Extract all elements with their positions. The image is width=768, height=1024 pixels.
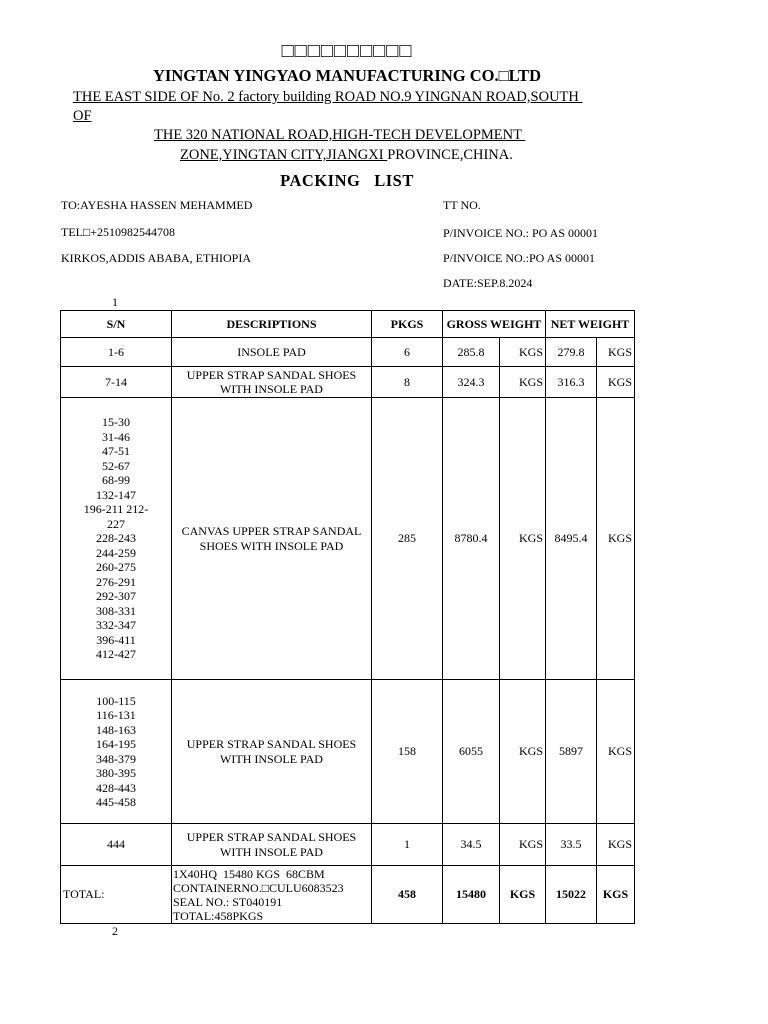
- total-net-unit: KGS: [597, 866, 635, 924]
- consignee-to: TO:AYESHA HASSEN MEHAMMED: [61, 198, 253, 212]
- total-net-weight: 15022: [546, 866, 597, 924]
- row-pkgs: 158: [372, 680, 443, 824]
- row-sn: [61, 680, 172, 824]
- sn-range: 444: [107, 837, 125, 852]
- row-gross-weight: 324.3: [443, 367, 500, 398]
- packing-list-table: [60, 310, 635, 924]
- sn-range: 148-163: [96, 722, 136, 737]
- page-mark-bottom: 2: [112, 924, 118, 938]
- row-net-weight: 279.8: [546, 338, 597, 367]
- address-line-3: [180, 147, 513, 164]
- total-pkgs: 458: [372, 866, 443, 924]
- sn-range: 31-46: [102, 429, 130, 444]
- table-total-row: [61, 866, 635, 924]
- total-detail-line: CONTAINERNO.□CULU6083523: [173, 880, 344, 895]
- row-net-unit: KGS: [597, 338, 635, 367]
- row-sn: [61, 338, 172, 367]
- row-gross-unit: KGS: [500, 824, 546, 866]
- row-sn: [61, 398, 172, 680]
- sn-range: 428-443: [96, 780, 136, 795]
- sn-range: 292-307: [96, 589, 136, 604]
- row-net-unit: KGS: [597, 367, 635, 398]
- total-label: TOTAL:: [61, 866, 172, 924]
- proforma-invoice-1: P/INVOICE NO.: PO AS 00001: [443, 226, 599, 240]
- sn-range: 68-99: [102, 473, 130, 488]
- sn-range: 100-115: [96, 693, 136, 708]
- sn-range: 52-67: [102, 458, 130, 473]
- table-row: [61, 398, 635, 680]
- sn-range: 276-291: [96, 574, 136, 589]
- sn-range: 227: [107, 516, 125, 531]
- sn-range: 412-427: [96, 647, 136, 662]
- row-net-unit: KGS: [597, 398, 635, 680]
- sn-range: 396-411: [96, 632, 136, 647]
- address-line-3-rest: PROVINCE,CHINA.: [387, 147, 513, 163]
- consignee-address: KIRKOS,ADDIS ABABA, ETHIOPIA: [61, 251, 252, 265]
- row-gross-unit: KGS: [500, 398, 546, 680]
- total-detail-line: TOTAL:458PKGS: [173, 908, 264, 923]
- total-gross-unit: KGS: [500, 866, 546, 924]
- row-net-unit: KGS: [597, 680, 635, 824]
- row-gross-weight: 34.5: [443, 824, 500, 866]
- row-description: UPPER STRAP SANDAL SHOES WITH INSOLE PAD: [172, 680, 372, 824]
- row-pkgs: 8: [372, 367, 443, 398]
- sn-range: 1-6: [108, 344, 124, 359]
- sn-range: 116-131: [96, 708, 136, 722]
- sn-range: 445-458: [96, 795, 136, 809]
- row-sn: [61, 824, 172, 866]
- table-row: [61, 824, 635, 866]
- row-pkgs: 1: [372, 824, 443, 866]
- row-pkgs: 285: [372, 398, 443, 680]
- row-description: UPPER STRAP SANDAL SHOES WITH INSOLE PAD: [172, 824, 372, 866]
- page-mark-top: 1: [112, 295, 118, 309]
- row-gross-weight: 8780.4: [443, 398, 500, 680]
- proforma-invoice-2: P/INVOICE NO.:PO AS 00001: [443, 251, 596, 265]
- sn-range: 132-147: [96, 487, 136, 502]
- sn-range: 348-379: [96, 751, 136, 766]
- row-description: CANVAS UPPER STRAP SANDAL SHOES WITH INSOLE PAD: [172, 398, 372, 680]
- total-shipment-details: [172, 866, 372, 924]
- table-row: [61, 338, 635, 367]
- header-gross-weight: GROSS WEIGHT: [443, 311, 546, 338]
- sn-range: 228-243: [96, 531, 136, 546]
- address-line-2: THE 320 NATIONAL ROAD,HIGH-TECH DEVELOPMENT: [154, 127, 526, 143]
- row-net-weight: 8495.4: [546, 398, 597, 680]
- table-row: [61, 680, 635, 824]
- row-gross-weight: 285.8: [443, 338, 500, 367]
- total-detail-line: 1X40HQ 15480 KGS 68CBM: [173, 866, 325, 881]
- invoice-date: DATE:SEP.8.2024: [443, 276, 533, 290]
- sn-range: 196-211 212-: [83, 502, 149, 517]
- sn-range: 332-347: [96, 618, 136, 633]
- row-net-weight: 316.3: [546, 367, 597, 398]
- row-gross-weight: 6055: [443, 680, 500, 824]
- row-net-unit: KGS: [597, 824, 635, 866]
- sn-range: 244-259: [96, 545, 136, 560]
- address-line-1b: OF: [73, 108, 92, 124]
- header-sn: S/N: [61, 311, 172, 338]
- address-line-3-underlined: ZONE,YINGTAN CITY,JIANGXI: [180, 147, 388, 163]
- table-row: [61, 367, 635, 398]
- table-header-row: [61, 311, 635, 338]
- total-detail-line: SEAL NO.: ST040191: [173, 894, 283, 909]
- row-description: UPPER STRAP SANDAL SHOES WITH INSOLE PAD: [172, 367, 372, 398]
- company-chinese-name: □□□□□□□□□□: [281, 40, 413, 62]
- row-gross-unit: KGS: [500, 367, 546, 398]
- header-descriptions: DESCRIPTIONS: [172, 311, 372, 338]
- address-line-1: THE EAST SIDE OF No. 2 factory building ROAD NO.9 YINGNAN ROAD,SOUTH: [73, 89, 583, 105]
- row-sn: [61, 367, 172, 398]
- consignee-tel: TEL□+2510982544708: [61, 225, 176, 239]
- sn-range: 15-30: [102, 415, 130, 430]
- row-net-weight: 5897: [546, 680, 597, 824]
- row-gross-unit: KGS: [500, 680, 546, 824]
- sn-range: 308-331: [96, 603, 136, 618]
- row-description: INSOLE PAD: [172, 338, 372, 367]
- header-pkgs: PKGS: [372, 311, 443, 338]
- sn-range: 380-395: [96, 766, 136, 780]
- header-net-weight: NET WEIGHT: [546, 311, 635, 338]
- row-pkgs: 6: [372, 338, 443, 367]
- row-net-weight: 33.5: [546, 824, 597, 866]
- tt-number: TT NO.: [443, 198, 481, 212]
- sn-range: 47-51: [102, 444, 130, 459]
- sn-range: 7-14: [105, 374, 127, 389]
- sn-range: 164-195: [96, 737, 136, 751]
- row-gross-unit: KGS: [500, 338, 546, 367]
- company-name: YINGTAN YINGYAO MANUFACTURING CO.□LTD: [153, 66, 541, 85]
- document-title: PACKING LIST: [280, 171, 414, 190]
- total-gross-weight: 15480: [443, 866, 500, 924]
- sn-range: 260-275: [96, 560, 136, 575]
